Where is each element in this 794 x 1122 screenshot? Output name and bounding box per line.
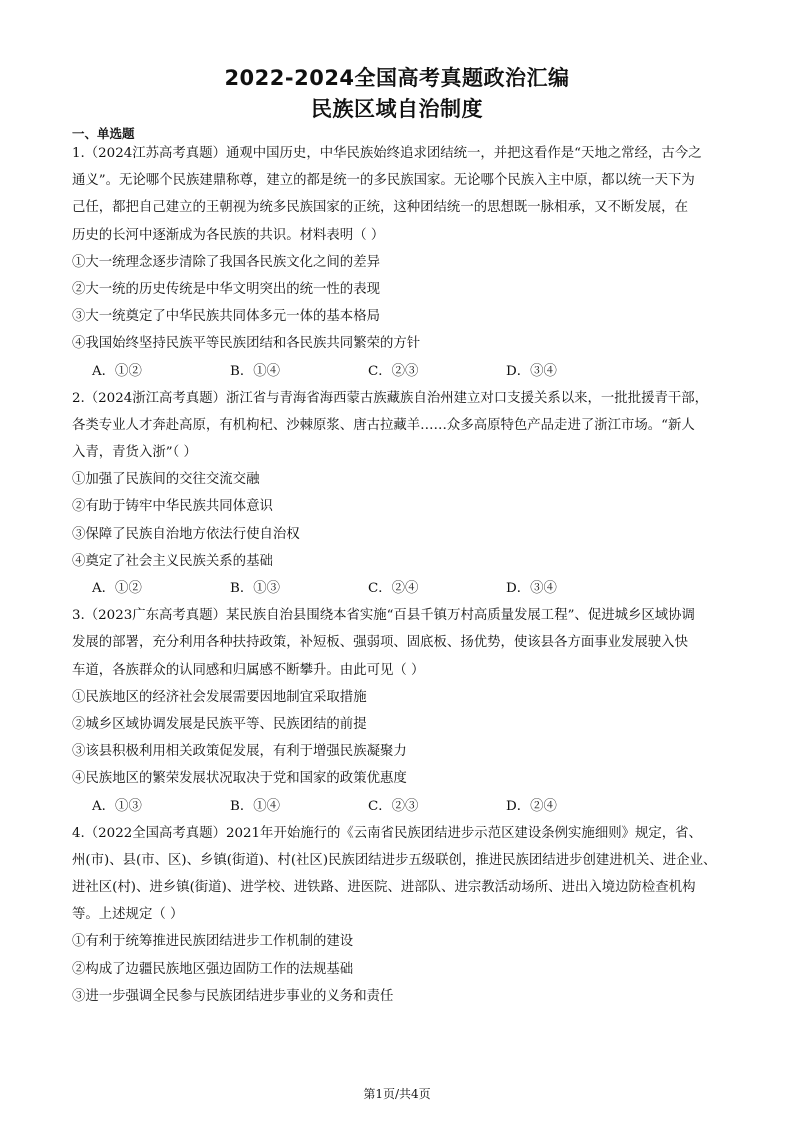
question-stem-line: 等。上述规定（ ） (72, 907, 184, 923)
questions-list (72, 140, 727, 1010)
question-stem-line: 1.（2024江苏高考真题）通观中国历史，中华民族始终追求团结统一，并把这看作是“天地之常经，古今之 (72, 146, 702, 161)
question-stem-line: 发展的部署，充分利用各种扶持政策，补短板、强弱项、固底板、扬优势，使该县各方面事业发展驶入快 (72, 635, 688, 651)
question-stem-line: 车道，各族群众的认同感和归属感不断攀升。由此可见（ ） (72, 662, 425, 678)
answer-choice: D．③④ (506, 581, 557, 596)
question-block (72, 140, 727, 385)
statement-option: ②构成了边疆民族地区强边固防工作的法规基础 (72, 961, 354, 977)
statement-option: ④我国始终坚持民族平等民族团结和各民族共同繁荣的方针 (72, 336, 421, 352)
answer-choice: A．①③ (92, 798, 142, 814)
page-subtitle: 民族区域自治制度 (311, 97, 483, 121)
question-stem-line: 入青，青货入浙”（ ） (72, 445, 197, 461)
statement-option: ③保障了民族自治地方依法行使自治权 (72, 526, 300, 542)
answer-choice: C．②④ (368, 581, 419, 596)
question-stem-line: 进社区(村)、进乡镇(街道)、进学校、进铁路、进医院、进部队、进宗教活动场所、进出入境边防检查机构 (72, 880, 696, 896)
answer-choices (72, 575, 727, 602)
question-block (72, 385, 727, 603)
answer-choice: B．①④ (230, 363, 281, 379)
statement-option: ②城乡区域协调发展是民族平等、民族团结的前提 (72, 716, 367, 732)
answer-choice: A．①② (92, 581, 142, 596)
question-stem-line: 州(市)、县(市、区)、乡镇(街道)、村(社区)民族团结进步五级联创，推进民族团结进步创建进机关、进企业、 (72, 852, 717, 868)
question-stem-line: 己任，都把自己建立的王朝视为统多民族国家的正统，这种团结统一的思想既一脉相承，又不断发展，在 (72, 200, 688, 216)
page-title: 2022-2024全国高考真题政治汇编 (224, 66, 570, 90)
question-stem-line: 2.（2024浙江高考真题）浙江省与青海省海西蒙古族藏族自治州建立对口支援关系以来，一批批援青干部， (72, 390, 709, 406)
statement-option: ②大一统的历史传统是中华文明突出的统一性的表现 (72, 281, 380, 297)
answer-choice: D．③④ (506, 363, 557, 379)
question-stem-line: 4.（2022全国高考真题）2021年开始施行的《云南省民族团结进步示范区建设条例实施细则》规定，省、 (72, 825, 702, 841)
statement-option: ③该县积极利用相关政策促发展，有利于增强民族凝聚力 (72, 744, 407, 760)
statement-option: ④奠定了社会主义民族关系的基础 (72, 553, 273, 569)
answer-choices (72, 793, 727, 820)
statement-option: ③大一统奠定了中华民族共同体多元一体的基本格局 (72, 309, 380, 325)
answer-choice: C．②③ (368, 798, 419, 814)
statement-option: ①有利于统筹推进民族团结进步工作机制的建设 (72, 934, 354, 950)
statement-option: ①加强了民族间的交往交流交融 (72, 472, 260, 488)
answer-choice: C．②③ (368, 363, 419, 379)
question-stem-line: 历史的长河中逐渐成为各民族的共识。材料表明（ ） (72, 227, 385, 243)
statement-option: ①大一统理念逐步清除了我国各民族文化之间的差异 (72, 254, 380, 270)
question-block (72, 820, 727, 1010)
statement-option: ④民族地区的繁荣发展状况取决于党和国家的政策优惠度 (72, 771, 407, 787)
answer-choice: D．②④ (506, 798, 557, 814)
page-number: 第1页/共4页 (363, 1087, 431, 1101)
answer-choice: B．①④ (230, 798, 281, 814)
question-stem-line: 各类专业人才奔赴高原，有机枸杞、沙棘原浆、唐古拉藏羊……众多高原特色产品走进了浙江市场。“新人 (72, 417, 695, 433)
answer-choices (72, 358, 727, 385)
statement-option: ①民族地区的经济社会发展需要因地制宜采取措施 (72, 689, 367, 705)
statement-option: ③进一步强调全民参与民族团结进步事业的义务和责任 (72, 988, 394, 1004)
section-heading: 一、单选题 (72, 126, 135, 141)
question-block (72, 602, 727, 820)
question-stem-line: 通义”。无论哪个民族建鼎称尊，建立的都是统一的多民族国家。无论哪个民族入主中原，都以统一天下为 (72, 173, 695, 189)
statement-option: ②有助于铸牢中华民族共同体意识 (72, 499, 273, 515)
answer-choice: A．①② (92, 363, 142, 379)
answer-choice: B．①③ (230, 581, 281, 596)
question-stem-line: 3.（2023广东高考真题）某民族自治县围绕本省实施“百县千镇万村高质量发展工程”、促进城乡区域协调 (72, 608, 695, 624)
